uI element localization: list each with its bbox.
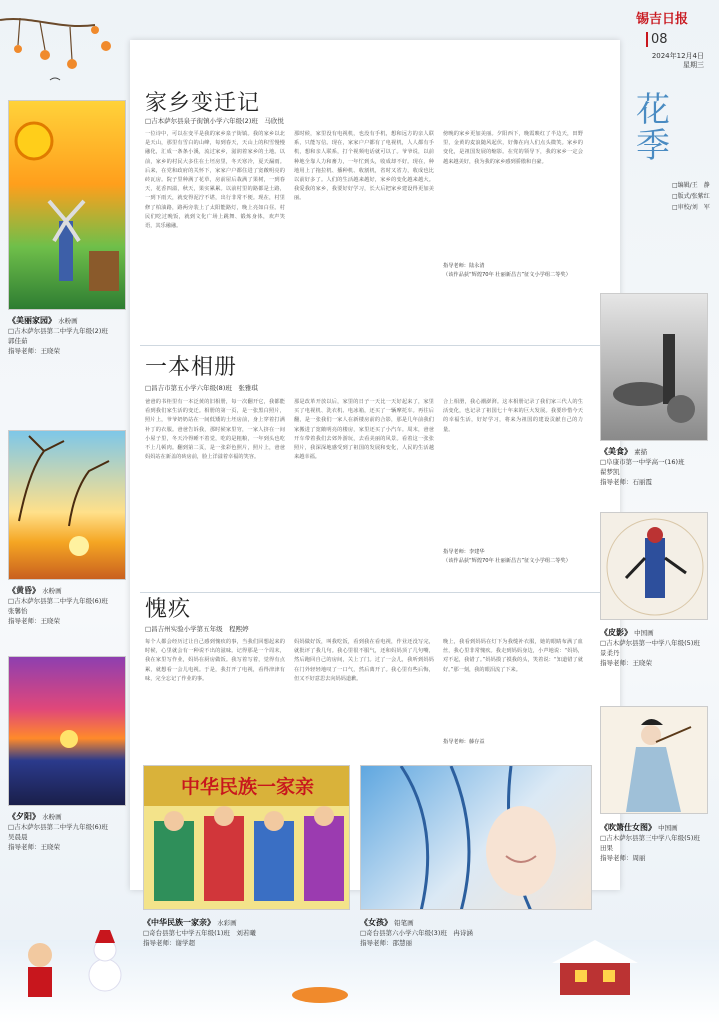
caption-beautiful-home [8,316,128,356]
article-body-col1: 一位诗中，可以在变平是我的家乡泉子街镇。我的家乡以北是天山，那里有雪白的山峰，每到春天，天山上的积雪慢慢融化，汇成一条条小溪，流过家乡，滋润着家乡的土地。以前，家乡的村民大多住在土坯房里，冬天寒冷，夏天漏雨。后来，在党和政府的关怀下，家家户户都住进了宽敞明亮的砖瓦房。院子里种满了花草，房前屋后栽满了果树，一到春天，花香四溢，秋天，果实累累。以前村里的路都是土路，一到下雨天，就变得泥泞不堪，出行非常不便。现在，村里修了柏油路，路两旁装上了太阳能路灯，晚上亮如白昼。村民们吃过晚饭，就到文化广场上跳舞、锻炼身体，欢声笑语，其乐融融。 [145,131,285,230]
caption-flute-lady [600,823,712,863]
caption-ethnic-unity [143,918,353,948]
painting-medium: 水粉画 [58,317,78,325]
painting-medium: 水粉画 [42,813,62,821]
article-body-col1: 每个人都会经历过让自己感到愧疚的事，当我们回想起来的时候，心里就会有一种说不出的滋味。记得那是一个周末，我在家里写作业，妈妈在厨房做饭。我写着写着，觉得有点累，就想看一会儿电视。于是，我打开了电视，看得津津有味，完全忘记了作业的事。 [145,639,285,682]
painting-title: 《黄昏》 [8,586,40,595]
painting-medium: 中国画 [658,824,678,832]
painting-ethnic-unity [143,765,350,910]
article-body-col1: 爸爸的书柜里有一本泛黄的旧相册，每一次翻开它，我都能看到我们家生活的变迁。相册的第一页，是一张黑白照片，照片上，爷爷奶奶站在一间低矮的土坯房前，身上穿着打满补丁的衣服。爸爸告诉我，那时候家里穷，一家人挤在一间小屋子里，冬天冷得睡不着觉，吃的是粗粮，一年到头也吃不上几顿肉。翻到第二页，是一张彩色照片，照片上，爸爸妈妈站在新盖的砖房前，脸上洋溢着幸福的笑容。 [145,399,285,461]
caption-food [600,447,712,487]
painting-flute-lady [600,706,708,814]
painting-author: 吴晨晨 [8,833,28,841]
painting-title: 《美食》 [600,447,632,456]
painting-medium: 水粉画 [42,587,62,595]
painting-title: 《美丽家园》 [8,316,56,325]
article-note: （该作品获“辉煌70年 壮丽新昌吉”征文小学组二等奖） [443,272,571,279]
caption-sunset [8,812,128,852]
article-title: 愧疚 [145,597,192,622]
painting-author: 郭佳茹 [8,337,28,345]
article-teacher: 指导老师：陆永清 [443,263,485,269]
painting-title: 《吹箫仕女图》 [600,823,656,832]
painting-teacher: 指导老师：谢学超 [143,939,195,947]
article-teacher: 指导老师：藤存益 [443,739,485,745]
painting-school: □吉木萨尔县第三中学八年级(5)班 [600,834,700,842]
date-text: 2024年12月4日 [651,52,704,60]
article-body-col2: 妈妈做好饭，叫我吃饭，看到我在看电视，作业还没写完，就批评了我几句。我心里很不服气，还和妈妈顶了几句嘴，然后跑回自己的房间，关上了门。过了一会儿，我听到妈妈在门外轻轻地叹了一口气，然后离开了。我心里有些后悔，但又不好意思去向妈妈道歉。 [294,639,434,682]
painting-school: □吉木萨尔县第二中学九年级(6)班 [8,823,108,831]
painting-school: □吉木萨尔县第二中学九年级(6)班 [8,597,108,605]
article-byline: □昌吉州实验小学第五年级 程熙婷 [145,625,249,633]
painting-school: □吉木萨尔县第一中学八年级(5)班 [600,639,700,647]
article-credits [443,548,583,588]
article-title: 家乡变迁记 [145,91,261,116]
painting-teacher: 指导老师：王晓荣 [8,843,60,851]
painting-medium: 水彩画 [217,919,237,927]
article-body-col3: 合上相册，我心潮澎湃。这本相册记录了我们家三代人的生活变化，也记录了祖国七十年来的巨大发展。我要珍惜今天的幸福生活，好好学习，将来为祖国的建设贡献自己的力量。 [443,399,583,433]
painting-teacher: 指导老师：周丽 [600,854,646,862]
painting-author: 张馨怡 [8,607,28,615]
painting-sunset [8,656,126,806]
article-byline: □吉本萨尔县泉子街镇小学六年级(2)班 马欣悦 [145,117,284,125]
painting-school: □奇台县第六小学六年级(3)班 冉诗涵 [360,929,473,937]
painting-teacher: 指导老师：王晓荣 [8,347,60,355]
section-divider [140,592,610,593]
article-teacher: 指导老师：李建华 [443,549,485,555]
designer-line: □版式/张紫红 [672,193,710,200]
weekday-text: 星期三 [683,61,704,69]
painting-author: 景柔丹 [600,649,620,657]
painting-author: 田果 [600,844,613,852]
painting-medium: 铅笔画 [394,919,414,927]
painting-teacher: 指导老师：邵慧丽 [360,939,412,947]
article-title: 一本相册 [145,355,238,380]
painting-teacher: 指导老师：石丽霞 [600,478,652,486]
article-body-col2: 那时候，家里没有电视机，也没有手机，想和远方的亲人联系，只能写信。现在，家家户户都有了电视机，人人都有手机，想和亲人联系，打个视频电话就可以了。爷爷说，以前种地全靠人力和畜力，一年忙到头，收成却不好。现在，种地用上了拖拉机、播种机、收割机，省时又省力，收成也比以前好多了。人们的生活越来越好，家乡的变化越来越大。我爱我的家乡，我要好好学习，长大后把家乡建设得更加美丽。 [294,131,434,202]
newspaper-logo: 锡吉日报 [636,12,689,27]
caption-dusk [8,586,128,626]
article-body-col2: 那是改革开放以后，家里的日子一天比一天好起来了，家里买了电视机、洗衣机、电冰箱，还买了一辆摩托车。再往后翻，是一张我们一家人在新楼房前的合影，那是几年前我们家搬进了宽敞明亮的楼房，家里还买了小汽车。周末，爸爸开车带着我们去郊外游玩，去看美丽的风景。看着这一张张照片，我深深地感受到了祖国的发展和变化，人民的生活越来越幸福。 [294,399,434,461]
article-credits [443,262,583,312]
caption-girl [360,918,590,948]
painting-shadow-puppet [600,512,708,620]
painting-title: 《夕阳》 [8,812,40,821]
painting-girl [360,765,592,910]
painting-medium: 中国画 [634,629,654,637]
section-brand-title: 花季 [636,90,670,166]
painting-medium: 素描 [634,448,648,456]
painting-title: 《中华民族一家亲》 [143,918,215,927]
painting-school: □阜康市第一中学高一(16)班 [600,458,685,466]
drawing-food [600,293,708,441]
article-note: （该作品获“辉煌70年 壮丽新昌吉”征文小学组二等奖） [443,558,571,565]
painting-banner-text: 中华民族一家亲 [180,776,314,798]
issue-date [634,52,704,70]
article-body-col3: 傍晚的家乡更加美丽。夕阳西下，晚霞映红了半边天，田野里，金黄的麦浪随风起伏，好像在向人们点头微笑。家乡的变化，是祖国发展的缩影。在党的领导下，我的家乡一定会越来越美好，我为我的家乡感到骄傲和自豪。 [443,131,583,165]
article-byline: □昌吉市第五小学六年级(8)班 张雅琪 [145,384,258,392]
painting-beautiful-home [8,100,126,310]
painting-school: □奇台县第七中学五年级(1)班 刘若曦 [143,929,256,937]
painting-school: □吉木萨尔县第二中学九年级(2)班 [8,327,108,335]
painting-dusk [8,430,126,580]
persimmon-branch-illustration [0,0,130,90]
article-body-col3: 晚上，我看到妈妈在灯下为我缝补衣服，她的眼睛布满了血丝，我心里非常愧疚。我走到妈妈身边，小声地说：“妈妈，对不起，我错了。”妈妈摸了摸我的头，笑着说：“知道错了就好。”那一刻，我的眼泪流了下来。 [443,639,583,673]
painting-teacher: 指导老师：王晓荣 [8,617,60,625]
section-divider [140,345,610,346]
editor-line: □编辑/王 静 [672,182,710,189]
painting-title: 《女孩》 [360,918,392,927]
painting-title: 《皮影》 [600,628,632,637]
painting-author: 翟梦凯 [600,468,620,476]
editors-block [672,180,710,213]
painting-teacher: 指导老师：王晓荣 [600,659,652,667]
checker-line: □审校/刘 军 [672,204,710,211]
page-number: 08 [646,32,668,47]
caption-shadow-puppet [600,628,712,668]
